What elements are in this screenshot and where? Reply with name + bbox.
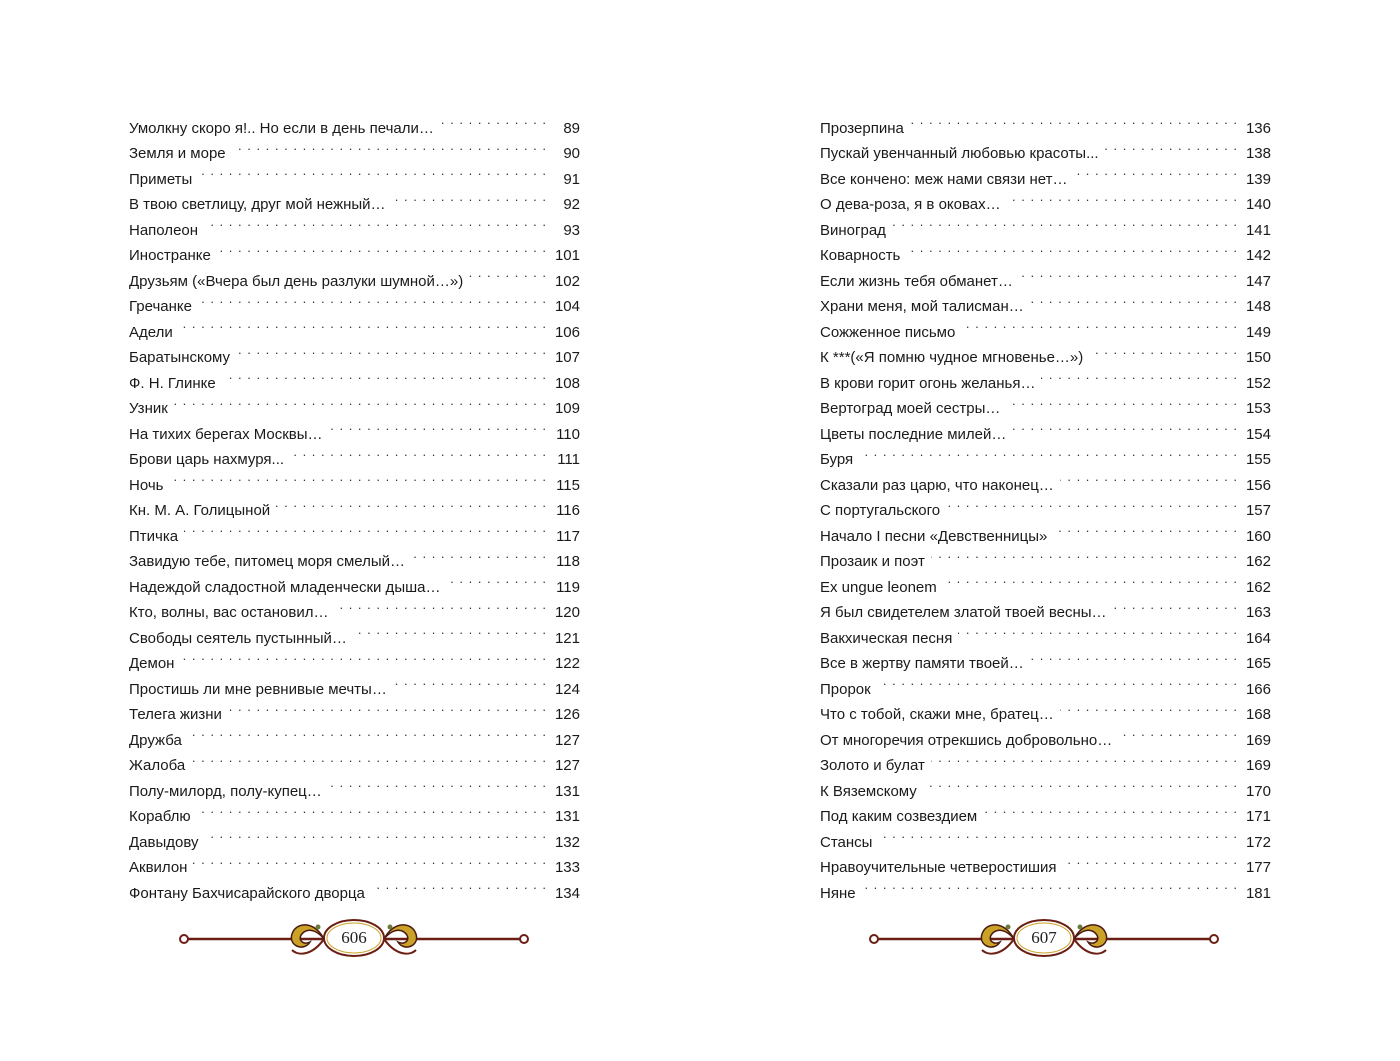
toc-entry-title: Сказали раз царю, что наконец…: [820, 476, 1054, 494]
toc-entry-title: Прозаик и поэт: [820, 553, 925, 570]
toc-entry-title: Я был свидетелем златой твоей весны…: [820, 604, 1107, 621]
dot-leader: [1012, 413, 1243, 439]
toc-entry-page: 111: [557, 451, 580, 468]
toc-entry-title: Кн. М. А. Голицыной: [129, 502, 271, 519]
toc-entry: [129, 770, 580, 800]
toc-entry-title: Начало I песни «Девственницы»: [820, 527, 1048, 545]
toc-entry-page: 90: [563, 145, 580, 162]
dot-leader: [469, 260, 552, 286]
dot-leader: [983, 796, 1243, 822]
toc-entry-page: 138: [1245, 145, 1271, 162]
toc-entry-page: 91: [563, 170, 580, 188]
toc-entry-title: Дружба: [129, 731, 182, 749]
dot-leader: [329, 413, 552, 439]
toc-entry-page: 148: [1245, 298, 1271, 315]
toc-entry-page: 121: [554, 629, 580, 647]
toc-entry-page: 163: [1245, 604, 1271, 621]
toc-entry-page: 92: [563, 196, 580, 213]
dot-leader: [204, 209, 552, 235]
toc-entry-title: Баратынскому: [129, 349, 231, 366]
toc-entry: [820, 668, 1271, 698]
toc-entry-title: Жалоба: [129, 757, 186, 774]
toc-entry-title: Гречанке: [129, 298, 192, 315]
dot-leader: [276, 490, 552, 516]
toc-entry-title: Кораблю: [129, 808, 191, 825]
toc-entry: [129, 643, 580, 672]
dot-leader: [188, 719, 552, 745]
toc-entry-title: К Вяземскому: [820, 782, 917, 800]
toc-entry: [820, 107, 1271, 137]
toc-entry: [820, 821, 1271, 851]
toc-entry-title: С португальского: [820, 502, 941, 519]
toc-entry-page: 162: [1245, 578, 1271, 596]
folio-ornament-right: [864, 912, 1224, 964]
toc-entry-page: 169: [1245, 757, 1271, 774]
toc-list-right: [820, 107, 1271, 902]
dot-leader: [1041, 362, 1243, 388]
toc-entry-title: Кто, волны, вас остановил…: [129, 604, 329, 621]
toc-entry: [129, 388, 580, 417]
toc-entry-title: Золото и булат: [820, 757, 925, 774]
dot-leader: [335, 592, 552, 618]
dot-leader: [1030, 643, 1243, 669]
toc-entry-title: Адели: [129, 323, 173, 341]
toc-entry: [129, 337, 580, 366]
dot-leader: [1074, 158, 1243, 184]
toc-entry: [129, 107, 580, 137]
dot-leader: [169, 464, 552, 490]
toc-entry-page: 155: [1245, 451, 1271, 468]
toc-entry-page: 122: [554, 655, 580, 672]
toc-entry-page: 181: [1245, 884, 1271, 902]
toc-entry-page: 104: [554, 298, 580, 315]
dot-leader: [179, 311, 552, 337]
toc-entry-page: 116: [556, 502, 580, 519]
toc-entry: [129, 796, 580, 825]
toc-entry-title: Вакхическая песня: [820, 629, 953, 647]
dot-leader: [184, 515, 552, 541]
toc-entry-title: Умолкну скоро я!.. Но если в день печали…: [129, 119, 434, 137]
toc-entry-title: Иностранке: [129, 247, 211, 264]
dot-leader: [217, 235, 552, 261]
toc-entry-title: Все в жертву памяти твоей…: [820, 655, 1024, 672]
page-number: 606: [341, 928, 367, 947]
toc-entry-page: 166: [1245, 680, 1271, 698]
dot-leader: [958, 617, 1243, 643]
toc-entry-page: 164: [1245, 629, 1271, 647]
dot-leader: [440, 107, 552, 133]
dot-leader: [174, 388, 552, 414]
dot-leader: [392, 184, 552, 210]
dot-leader: [411, 541, 552, 567]
dot-leader: [198, 158, 552, 184]
folio-ornament-left: [174, 912, 534, 964]
toc-entry-page: 149: [1245, 323, 1271, 341]
toc-entry-page: 127: [554, 757, 580, 774]
toc-entry-page: 147: [1245, 272, 1271, 290]
toc-entry-title: Буря: [820, 451, 854, 468]
toc-entry-title: Все кончено: меж нами связи нет…: [820, 170, 1068, 188]
dot-leader: [1113, 592, 1243, 618]
toc-entry-title: Брови царь нахмуря...: [129, 451, 285, 468]
toc-entry-page: 89: [563, 119, 580, 137]
toc-entry-page: 170: [1245, 782, 1271, 800]
toc-entry-title: На тихих берегах Москвы…: [129, 425, 323, 443]
toc-entry-title: Друзьям («Вчера был день разлуки шумной…»): [129, 272, 464, 290]
page-number: 607: [1031, 928, 1057, 947]
toc-entry-page: 102: [554, 272, 580, 290]
toc-entry-title: Ночь: [129, 476, 164, 494]
toc-entry-title: Наполеон: [129, 221, 199, 239]
toc-entry: [129, 541, 580, 570]
dot-leader: [961, 311, 1243, 337]
toc-entry-title: Телега жизни: [129, 706, 222, 723]
dot-leader: [232, 133, 552, 159]
toc-entry: [820, 872, 1271, 902]
dot-leader: [1006, 388, 1243, 414]
dot-leader: [1089, 337, 1243, 363]
toc-entry-title: К ***(«Я помню чудное мгновенье…»): [820, 349, 1084, 366]
toc-entry: [129, 847, 580, 876]
dot-leader: [1030, 286, 1243, 312]
toc-entry-title: Прозерпина: [820, 119, 904, 137]
toc-entry: [820, 847, 1271, 876]
toc-entry-page: 160: [1245, 527, 1271, 545]
dot-leader: [859, 439, 1243, 465]
toc-entry-title: Надеждой сладостной младенчески дыша…: [129, 578, 441, 596]
toc-entry-page: 115: [556, 476, 580, 494]
toc-entry-page: 162: [1245, 553, 1271, 570]
toc-entry-page: 156: [1245, 476, 1271, 494]
toc-entry-page: 110: [556, 425, 580, 443]
toc-entry-title: Пророк: [820, 680, 871, 698]
dot-leader: [923, 770, 1243, 796]
toc-entry: [129, 413, 580, 443]
toc-entry-title: Приметы: [129, 170, 193, 188]
dot-leader: [371, 872, 552, 898]
toc-entry-page: 152: [1245, 374, 1271, 392]
dot-leader: [191, 745, 552, 771]
dot-leader: [290, 439, 552, 465]
toc-entry-title: О дева-роза, я в оковах…: [820, 196, 1001, 213]
toc-entry-title: Виноград: [820, 221, 886, 239]
toc-entry-page: 171: [1245, 808, 1271, 825]
toc-entry-title: Простишь ли мне ревнивые мечты…: [129, 680, 387, 698]
toc-list-left: [129, 107, 580, 902]
dot-leader: [197, 796, 552, 822]
toc-entry-page: 177: [1245, 859, 1271, 876]
toc-entry-page: 165: [1245, 655, 1271, 672]
dot-leader: [892, 209, 1243, 235]
toc-entry: [820, 464, 1271, 494]
toc-entry-page: 134: [554, 884, 580, 902]
toc-entry-title: Демон: [129, 655, 175, 672]
toc-entry-page: 172: [1245, 833, 1271, 851]
toc-entry-page: 108: [554, 374, 580, 392]
toc-entry: [129, 668, 580, 698]
dot-leader: [205, 821, 553, 847]
toc-entry-title: Пускай увенчанный любовью красоты...: [820, 145, 1099, 162]
toc-entry-title: Ex ungue leonem: [820, 578, 937, 596]
toc-entry-title: Сожженное письмо: [820, 323, 956, 341]
dot-leader: [1007, 184, 1243, 210]
dot-leader: [236, 337, 552, 363]
toc-entry-title: Свободы сеятель пустынный…: [129, 629, 347, 647]
toc-entry-title: Нравоучительные четверостишия: [820, 859, 1057, 876]
dot-leader: [193, 847, 552, 873]
toc-entry-page: 154: [1245, 425, 1271, 443]
toc-entry-page: 150: [1245, 349, 1271, 366]
toc-entry-page: 109: [554, 400, 580, 417]
toc-entry-title: Земля и море: [129, 145, 226, 162]
dot-leader: [1019, 260, 1243, 286]
dot-leader: [198, 286, 552, 312]
toc-entry-page: 117: [556, 527, 580, 545]
dot-leader: [1060, 694, 1243, 720]
dot-leader: [1060, 464, 1243, 490]
toc-entry: [129, 515, 580, 545]
toc-entry-page: 101: [554, 247, 580, 264]
toc-entry-title: Аквилон: [129, 859, 188, 876]
dot-leader: [943, 566, 1243, 592]
toc-entry-page: 93: [563, 221, 580, 239]
toc-entry-page: 169: [1245, 731, 1271, 749]
dot-leader: [393, 668, 552, 694]
toc-entry-page: 142: [1245, 247, 1271, 264]
toc-entry-page: 133: [554, 859, 580, 876]
dot-leader: [877, 668, 1243, 694]
right-page: [700, 0, 1400, 1061]
dot-leader: [931, 541, 1243, 567]
toc-entry: [820, 694, 1271, 723]
dot-leader: [1118, 719, 1243, 745]
toc-entry-page: 141: [1245, 221, 1271, 239]
toc-entry-title: Завидую тебе, питомец моря смелый…: [129, 553, 406, 570]
toc-entry-title: Вертоград моей сестры…: [820, 400, 1001, 417]
toc-entry-title: Коварность: [820, 247, 901, 264]
dot-leader: [906, 235, 1243, 261]
toc-entry-page: 124: [554, 680, 580, 698]
dot-leader: [1053, 515, 1243, 541]
dot-leader: [1063, 847, 1243, 873]
toc-entry-title: Няне: [820, 884, 856, 902]
toc-entry-title: Узник: [129, 400, 168, 417]
dot-leader: [946, 490, 1243, 516]
dot-leader: [180, 643, 552, 669]
toc-entry-page: 106: [554, 323, 580, 341]
toc-entry-page: 131: [554, 782, 580, 800]
dot-leader: [862, 872, 1243, 898]
toc-entry-title: Храни меня, мой талисман…: [820, 298, 1024, 315]
toc-entry: [129, 745, 580, 774]
toc-entry-page: 157: [1245, 502, 1271, 519]
toc-entry-page: 126: [554, 706, 580, 723]
toc-entry-title: От многоречия отрекшись добровольно…: [820, 731, 1113, 749]
toc-entry-page: 107: [554, 349, 580, 366]
dot-leader: [353, 617, 552, 643]
toc-entry-page: 119: [556, 578, 580, 596]
toc-entry-page: 136: [1245, 119, 1271, 137]
dot-leader: [1105, 133, 1243, 159]
toc-entry-page: 120: [554, 604, 580, 621]
toc-entry-title: Ф. Н. Глинке: [129, 374, 216, 392]
toc-entry-title: Птичка: [129, 527, 179, 545]
toc-entry-page: 168: [1245, 706, 1271, 723]
toc-entry: [129, 872, 580, 902]
dot-leader: [910, 107, 1243, 133]
toc-entry: [129, 311, 580, 341]
dot-leader: [222, 362, 552, 388]
toc-entry-title: Давыдову: [129, 833, 199, 851]
toc-entry-page: 132: [554, 833, 580, 851]
dot-leader: [878, 821, 1243, 847]
toc-entry: [129, 490, 580, 519]
dot-leader: [328, 770, 552, 796]
toc-entry-title: Если жизнь тебя обманет…: [820, 272, 1013, 290]
toc-entry-page: 139: [1245, 170, 1271, 188]
toc-entry: [129, 464, 580, 494]
toc-entry-title: Под каким созвездием: [820, 808, 978, 825]
toc-entry-page: 127: [554, 731, 580, 749]
toc-entry-title: Стансы: [820, 833, 873, 851]
dot-leader: [228, 694, 552, 720]
toc-entry-title: Что с тобой, скажи мне, братец…: [820, 706, 1054, 723]
dot-leader: [446, 566, 552, 592]
dot-leader: [931, 745, 1243, 771]
toc-entry-page: 131: [554, 808, 580, 825]
toc-entry-page: 118: [556, 553, 580, 570]
toc-entry-title: Полу-милорд, полу-купец…: [129, 782, 322, 800]
toc-entry-title: В твою светлицу, друг мой нежный…: [129, 196, 386, 213]
toc-entry: [129, 719, 580, 749]
toc-entry-title: Цветы последние милей…: [820, 425, 1007, 443]
toc-entry-page: 140: [1245, 196, 1271, 213]
toc-entry-page: 153: [1245, 400, 1271, 417]
toc-entry-title: В крови горит огонь желанья…: [820, 374, 1036, 392]
toc-entry-title: Фонтану Бахчисарайского дворца: [129, 884, 365, 902]
toc-entry: [820, 439, 1271, 468]
